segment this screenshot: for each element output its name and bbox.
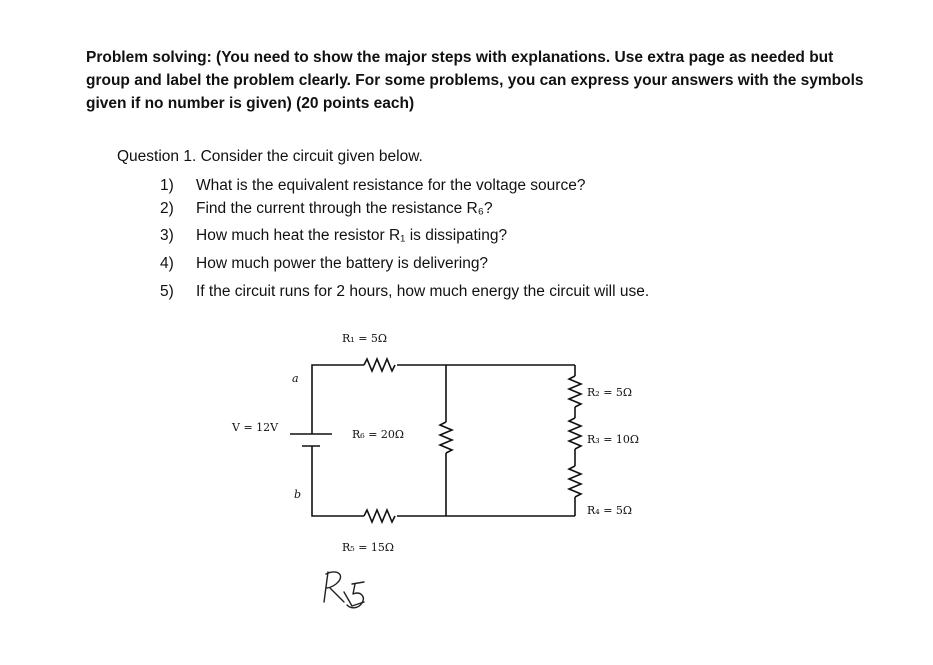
r4-label: R₄ = 5Ω: [587, 504, 633, 517]
r6-resistor: [440, 422, 452, 453]
item-number: 5): [160, 283, 174, 300]
r2-label: R₂ = 5Ω: [587, 386, 633, 399]
r2-resistor: [569, 376, 581, 407]
r1-resistor: [364, 359, 395, 371]
item-text: If the circuit runs for 2 hours, how much energy the circuit will use.: [196, 283, 650, 300]
list-item: [160, 283, 649, 301]
item-text: Find the current through the resistance R₆?: [196, 200, 493, 217]
r1-label: R₁ = 5Ω: [342, 332, 388, 345]
item-text: How much power the battery is delivering?: [196, 255, 489, 272]
r5-label: R₅ = 15Ω: [342, 541, 395, 554]
item-number: 1): [160, 177, 174, 194]
item-text: What is the equivalent resistance for the voltage source?: [196, 177, 586, 194]
r5-resistor: [364, 510, 395, 522]
r3-label: R₃ = 10Ω: [587, 433, 640, 446]
list-item: [160, 177, 585, 195]
r6-label: R₆ = 20Ω: [352, 428, 405, 441]
list-item: [160, 255, 488, 273]
handwritten-r5-annotation: [324, 572, 364, 608]
r3-resistor: [569, 418, 581, 449]
item-number: 2): [160, 200, 174, 217]
list-item: [160, 200, 493, 218]
node-b-label: b: [294, 488, 302, 501]
wire-left-lower: [312, 446, 364, 516]
question-intro: Question 1. Consider the circuit given below.: [117, 148, 423, 165]
list-item: [160, 227, 507, 245]
wire-top: [312, 365, 364, 370]
item-text: How much heat the resistor R₁ is dissipating?: [196, 227, 508, 244]
item-number: 3): [160, 227, 174, 244]
circuit-diagram: [220, 318, 680, 638]
instructions-header: Problem solving: (You need to show the major steps with explanations. Use extra page as needed but group and label the problem clearly. For some problems, you can express your answers with the symbols given if no number is given) (20 points each): [86, 49, 864, 112]
r4-resistor: [569, 466, 581, 497]
node-a-label: a: [292, 372, 299, 385]
voltage-label: V = 12V: [232, 421, 279, 434]
item-number: 4): [160, 255, 174, 272]
